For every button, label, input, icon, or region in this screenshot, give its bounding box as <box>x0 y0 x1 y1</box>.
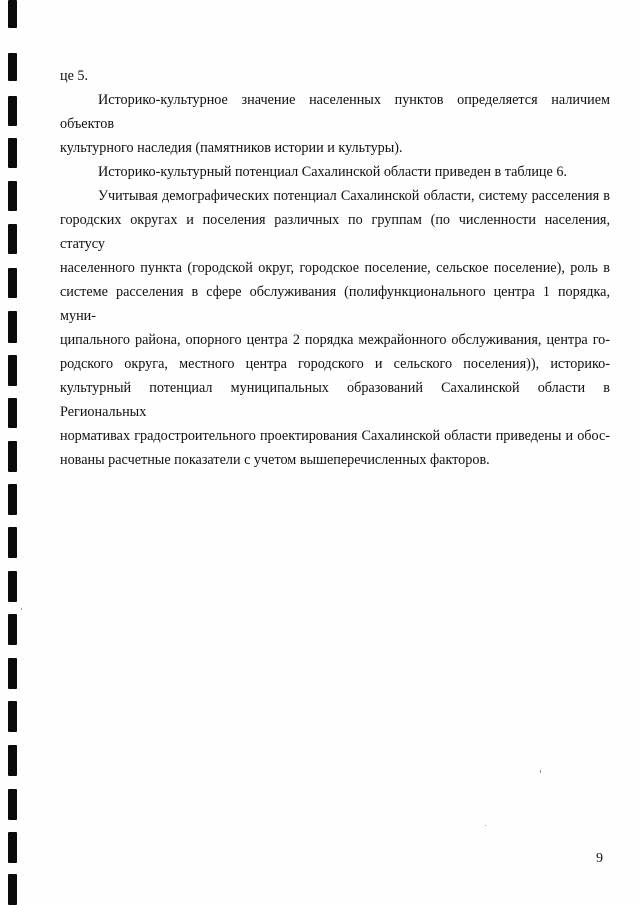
scan-speck <box>540 770 541 773</box>
text-line: Историко-культурный потенциал Сахалинской области приведен в таблице 6. <box>98 164 568 180</box>
binding-mark <box>8 311 17 343</box>
binding-mark <box>8 789 17 820</box>
binding-mark <box>8 268 17 298</box>
binding-mark <box>8 355 17 386</box>
scan-speck <box>485 825 486 826</box>
text-line: Учитывая демографических потенциал Сахалинской области, систему расселения в <box>98 188 610 204</box>
scan-speck <box>21 608 22 610</box>
binding-mark <box>8 138 17 168</box>
binding-mark <box>8 224 17 254</box>
text-line: це 5. <box>60 68 89 84</box>
binding-mark <box>8 441 17 472</box>
text-line: населенного пункта (городской округ, городское поселение, сельское поселение), роль в <box>60 260 610 276</box>
page-number: 9 <box>596 851 603 866</box>
binding-mark <box>8 874 17 905</box>
binding-mark <box>8 571 17 602</box>
text-line: Историко-культурное значение населенных пунктов определяется наличием объектов <box>60 92 610 132</box>
text-line: ципального района, опорного центра 2 порядка межрайонного обслуживания, центра го- <box>60 332 610 348</box>
binding-mark <box>8 614 17 645</box>
binding-mark <box>8 527 17 558</box>
binding-mark <box>8 484 17 515</box>
text-line: родского округа, местного центра городского и сельского поселения)), историко- <box>60 356 610 372</box>
text-line: городских округах и поселения различных по группам (по численности населения, статусу <box>60 212 610 252</box>
binding-mark <box>8 398 17 428</box>
paragraph-table-reference <box>60 160 610 184</box>
binding-mark <box>8 0 17 28</box>
binding-mark <box>8 181 17 211</box>
paragraph-demographic <box>60 184 610 472</box>
paragraph-historical-value <box>60 88 610 160</box>
text-line: нормативах градостроительного проектирования Сахалинской области приведены и обос- <box>60 428 610 444</box>
binding-mark <box>8 832 17 863</box>
text-line: культурный потенциал муниципальных образований Сахалинской области в Региональных <box>60 380 610 420</box>
binding-mark <box>8 745 17 776</box>
text-line: нованы расчетные показатели с учетом вышеперечисленных факторов. <box>60 452 490 468</box>
text-line: культурного наследия (памятников истории и культуры). <box>60 140 403 156</box>
binding-mark <box>8 53 17 81</box>
body-text <box>60 64 610 472</box>
binding-mark <box>8 658 17 689</box>
text-line: системе расселения в сфере обслуживания (полифункционального центра 1 порядка, муни- <box>60 284 610 324</box>
paragraph-continuation <box>60 64 610 88</box>
binding-mark <box>8 701 17 732</box>
binding-mark <box>8 96 17 126</box>
